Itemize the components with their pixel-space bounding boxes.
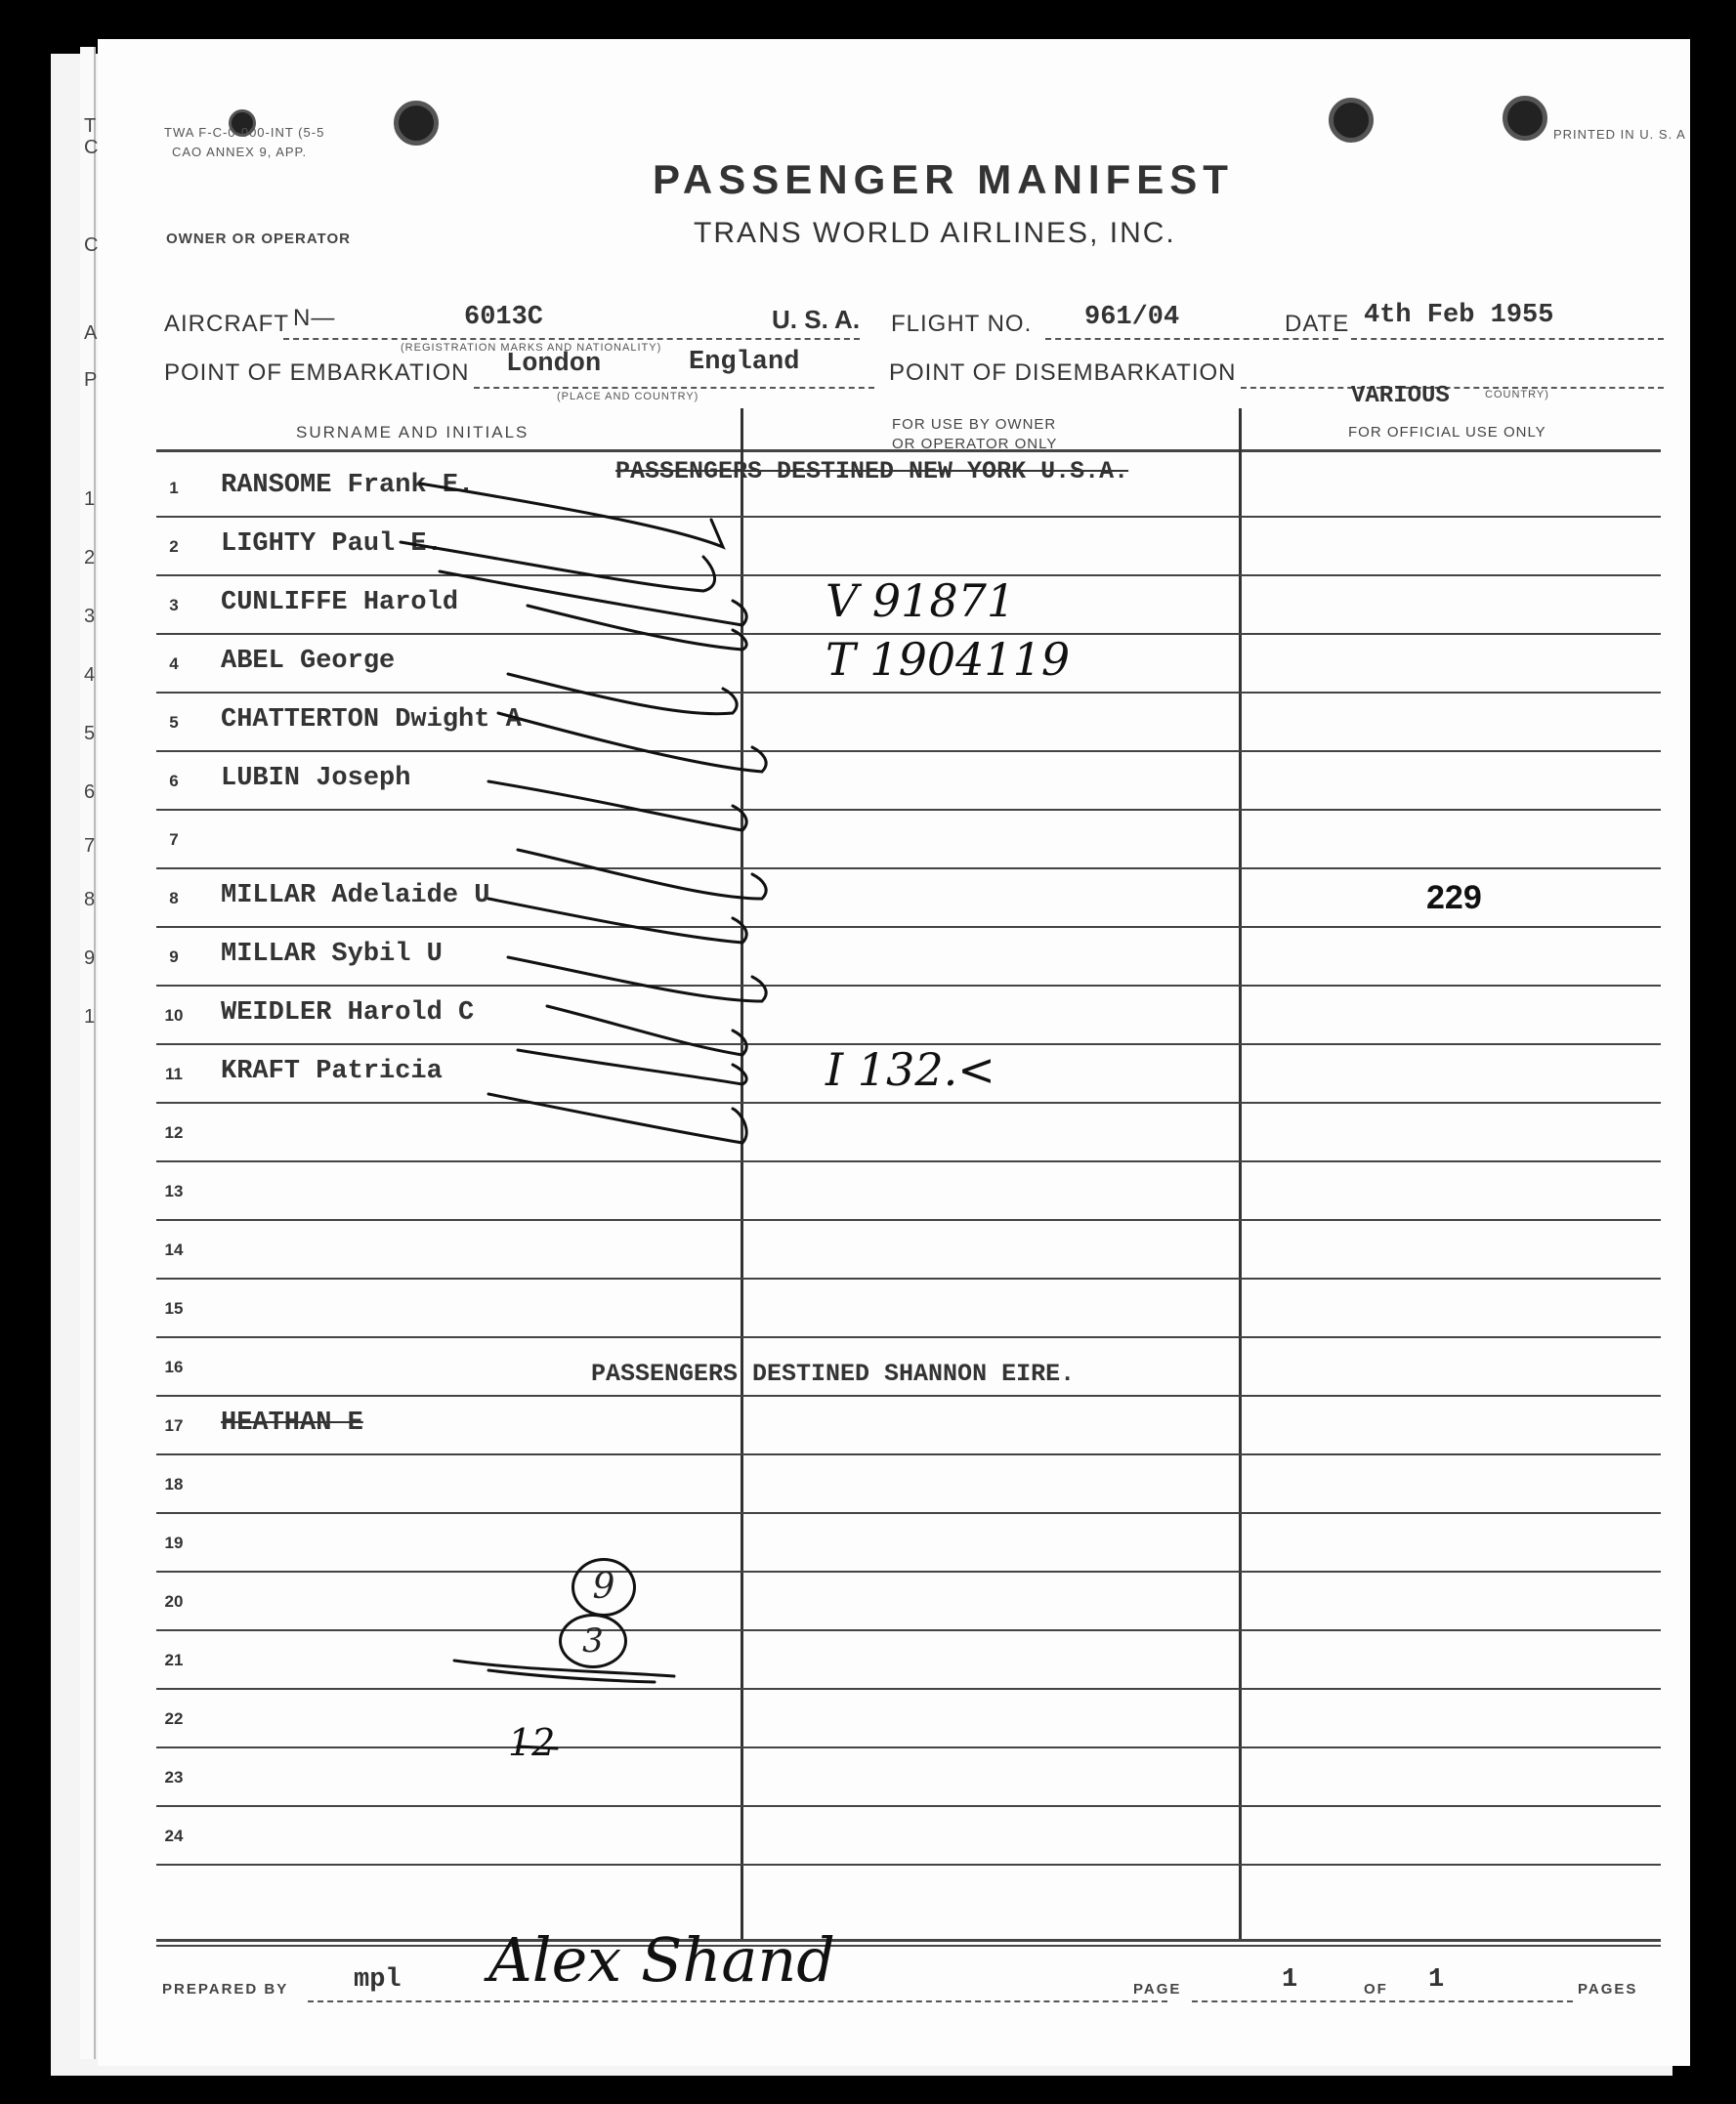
page-number: 1	[1282, 1965, 1298, 1995]
underlying-sheet-letter: P	[84, 369, 98, 391]
underlying-sheet-letter: T	[84, 115, 97, 137]
row-number: 4	[169, 654, 179, 673]
disembarkation-label: POINT OF DISEMBARKATION	[889, 359, 1237, 386]
section-new-york: PASSENGERS DESTINED NEW YORK U.S.A.	[615, 457, 1129, 485]
row-number: 15	[164, 1299, 184, 1318]
of-label: OF	[1364, 1981, 1388, 1998]
section-shannon: PASSENGERS DESTINED SHANNON EIRE.	[591, 1360, 1076, 1388]
page-label: PAGE	[1133, 1981, 1182, 1998]
underlying-sheet-letter: 7	[84, 835, 96, 857]
passenger-name: HEATHAN E	[221, 1409, 363, 1438]
form-reference: TWA F-C-0-000-INT (5-5	[164, 125, 325, 140]
row-number: 23	[164, 1768, 184, 1787]
embarkation-country: England	[689, 348, 800, 377]
row-number: 20	[164, 1592, 184, 1611]
embarkation-label: POINT OF EMBARKATION	[164, 359, 470, 386]
flight-date: 4th Feb 1955	[1364, 301, 1554, 330]
owner-column-header-2: OR OPERATOR ONLY	[892, 436, 1058, 452]
row-number: 12	[164, 1123, 184, 1142]
form-reference-annex: CAO ANNEX 9, APP.	[172, 145, 308, 159]
row-number: 6	[169, 772, 179, 790]
passenger-name: RANSOME Frank E.	[221, 471, 475, 500]
row-number: 11	[165, 1065, 183, 1083]
circled-count-a: 9	[572, 1558, 636, 1617]
embarkation-city: London	[506, 350, 602, 379]
row-number: 16	[164, 1358, 184, 1376]
row-number: 22	[164, 1709, 184, 1728]
underlying-sheet-letter: 4	[84, 664, 96, 686]
underlying-sheet-letter: 6	[84, 781, 96, 803]
registration-note: (REGISTRATION MARKS AND NATIONALITY)	[401, 342, 662, 354]
aircraft-nationality: U. S. A.	[772, 305, 861, 334]
prepared-by-label: PREPARED BY	[162, 1981, 289, 1998]
row-number: 9	[169, 947, 179, 966]
owner-column-header-1: FOR USE BY OWNER	[892, 416, 1057, 433]
prepared-by-value: mpl	[354, 1965, 402, 1995]
passenger-name: CUNLIFFE Harold	[221, 588, 459, 617]
pages-label: PAGES	[1578, 1981, 1638, 1998]
row-number: 5	[169, 713, 179, 732]
row-number: 7	[169, 830, 179, 849]
tally-total: 12	[508, 1721, 556, 1764]
owner-operator-label: OWNER OR OPERATOR	[166, 231, 351, 247]
row-number: 18	[164, 1475, 184, 1494]
passenger-name: MILLAR Adelaide U	[221, 881, 490, 910]
circled-count-b: 3	[559, 1614, 627, 1668]
underlying-sheet-letter: 2	[84, 547, 96, 568]
names-column-header: SURNAME AND INITIALS	[296, 423, 529, 442]
flight-number: 961/04	[1084, 303, 1180, 332]
passenger-name: LIGHTY Paul E.	[221, 529, 443, 559]
aircraft-registration: 6013C	[464, 303, 544, 332]
passenger-name: WEIDLER Harold C	[221, 998, 475, 1028]
official-column-header: FOR OFFICIAL USE ONLY	[1348, 424, 1546, 441]
page-total: 1	[1428, 1965, 1445, 1995]
owner-use-entry: V 91871	[826, 574, 1016, 627]
underlying-sheet-letter: 5	[84, 723, 96, 744]
row-number: 24	[164, 1827, 184, 1845]
pen-check-marks	[98, 39, 1690, 2066]
flight-label: FLIGHT NO.	[891, 311, 1033, 337]
row-number: 8	[169, 889, 179, 907]
row-number: 1	[169, 479, 179, 497]
row-number: 14	[164, 1241, 184, 1259]
passenger-name: KRAFT Patricia	[221, 1057, 443, 1086]
underlying-sheet-letter: 9	[84, 947, 96, 969]
printed-in-note: PRINTED IN U. S. A	[1553, 127, 1686, 142]
row-number: 21	[164, 1651, 184, 1669]
underlying-sheet-letter: 8	[84, 889, 96, 910]
page-title: PASSENGER MANIFEST	[653, 156, 1234, 202]
aircraft-label: AIRCRAFT	[164, 311, 289, 337]
underlying-sheet-letter: 1	[84, 1006, 96, 1028]
passenger-name: ABEL George	[221, 647, 396, 676]
aircraft-prefix: N—	[293, 305, 336, 331]
row-number: 13	[164, 1182, 184, 1200]
underlying-sheet-letter: 3	[84, 606, 96, 627]
disembarkation-value: VARIOUS	[1351, 383, 1450, 409]
underlying-sheet-letter: C	[84, 234, 99, 256]
passenger-name: LUBIN Joseph	[221, 764, 411, 793]
row-number: 2	[169, 537, 179, 556]
owner-use-entry: I 132.<	[826, 1043, 995, 1096]
passenger-name: CHATTERTON Dwight A	[221, 705, 522, 735]
airline-name: TRANS WORLD AIRLINES, INC.	[694, 217, 1176, 249]
row-number: 10	[164, 1006, 184, 1025]
disembarkation-note: COUNTRY)	[1485, 389, 1549, 400]
signature: Alex Shand	[488, 1924, 835, 1996]
owner-use-entry: T 1904119	[826, 633, 1071, 686]
row-number: 17	[164, 1416, 184, 1435]
underlying-sheet-letter: 1	[84, 488, 96, 510]
passenger-name: MILLAR Sybil U	[221, 940, 443, 969]
row-number: 19	[164, 1534, 184, 1552]
official-use-entry: 229	[1426, 879, 1482, 916]
place-country-note: (PLACE AND COUNTRY)	[557, 391, 699, 402]
date-label: DATE	[1285, 311, 1350, 337]
underlying-sheet-letter: C	[84, 137, 99, 158]
underlying-sheet-edge	[80, 47, 99, 2059]
row-number: 3	[169, 596, 179, 614]
underlying-sheet-letter: A	[84, 322, 98, 344]
manifest-sheet	[98, 39, 1690, 2066]
